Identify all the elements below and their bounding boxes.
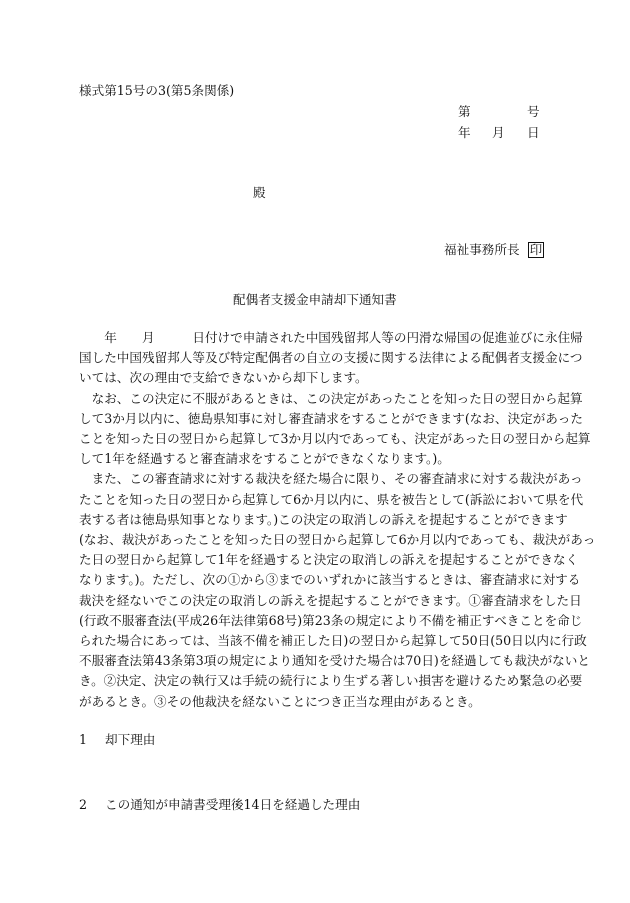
date-day: 日 xyxy=(527,125,540,140)
body-line: なお、この決定に不服があるときは、この決定があったことを知った日の翌日から起算 xyxy=(79,390,583,406)
section-2 xyxy=(79,794,360,813)
issuer-title: 福祉事務所長 xyxy=(444,242,520,257)
issuer-line xyxy=(444,239,544,258)
date-year: 年 xyxy=(458,125,471,140)
body-line: して1年を経過すると審査請求をすることができなくなります。)。 xyxy=(79,451,450,467)
body-line: ことを知った日の翌日から起算して3か月以内であっても、決定があった日の翌日から起算 xyxy=(79,431,591,446)
body-line: また、この審査請求に対する裁決を経た場合に限り、その審査請求に対する裁決があっ xyxy=(79,471,583,487)
body-line: (なお、裁決があったことを知った日の翌日から起算して6か月以内であっても、裁決があっ xyxy=(79,532,596,547)
date-month: 月 xyxy=(492,125,505,140)
body-line: なります。)。ただし、次の①から③までのいずれかに該当するときは、審査請求に対する xyxy=(79,572,581,588)
body-line: 国した中国残留邦人等及び特定配偶者の自立の支援に関する法律による配偶者支援金につ xyxy=(79,350,583,366)
body-line: いては、次の理由で支給できないから却下します。 xyxy=(79,370,368,386)
section-1 xyxy=(79,729,155,748)
body-line: 表する者は徳島県知事となります。)この決定の取消しの訴えを提起することができます xyxy=(79,511,568,527)
seal-stamp: 印 xyxy=(529,242,543,257)
number-suffix: 号 xyxy=(527,104,540,119)
form-label: 様式第15号の3(第5条関係) xyxy=(79,83,235,98)
body-line: 年 月 日付けで申請された中国残留邦人等の円滑な帰国の促進並びに永住帰 xyxy=(79,330,583,345)
addressee-suffix: 殿 xyxy=(253,185,266,200)
section-2-label: この通知が申請書受理後14日を経過した理由 xyxy=(105,797,361,812)
body-line: き。②決定、決定の執行又は手続の続行により生ずる著しい損害を避けるため緊急の必要 xyxy=(79,673,583,689)
section-1-label: 却下理由 xyxy=(105,732,156,747)
body-line: があるとき。③その他裁決を経ないことにつき正当な理由があるとき。 xyxy=(79,693,481,709)
section-1-number: 1 xyxy=(79,732,88,747)
document-title: 配偶者支援金申請却下通知書 xyxy=(233,292,397,307)
section-2-number: 2 xyxy=(79,797,88,812)
body-line: して3か月以内に、徳島県知事に対し審査請求をすることができます(なお、決定があった xyxy=(79,410,583,426)
body-line: た日の翌日から起算して1年を経過すると決定の取消しの訴えを提起することができなく xyxy=(79,552,579,568)
body-line: たことを知った日の翌日から起算して6か月以内に、県を被告として(訴訟において県を代 xyxy=(79,491,584,507)
body-line: 不服審査法第43条第3項の規定により通知を受けた場合は70日)を経過しても裁決がないと xyxy=(79,653,590,669)
body-line: (行政不服審査法(平成26年法律第68号)第23条の規定により不備を補正すべきことを命じ xyxy=(79,612,583,628)
body-line: られた場合にあっては、当該不備を補正した日)の翌日から起算して50日(50日以内に行政 xyxy=(79,633,587,648)
number-prefix: 第 xyxy=(458,104,471,119)
body-line: 裁決を経ないでこの決定の取消しの訴えを提起することができます。①審査請求をした日 xyxy=(79,592,582,608)
